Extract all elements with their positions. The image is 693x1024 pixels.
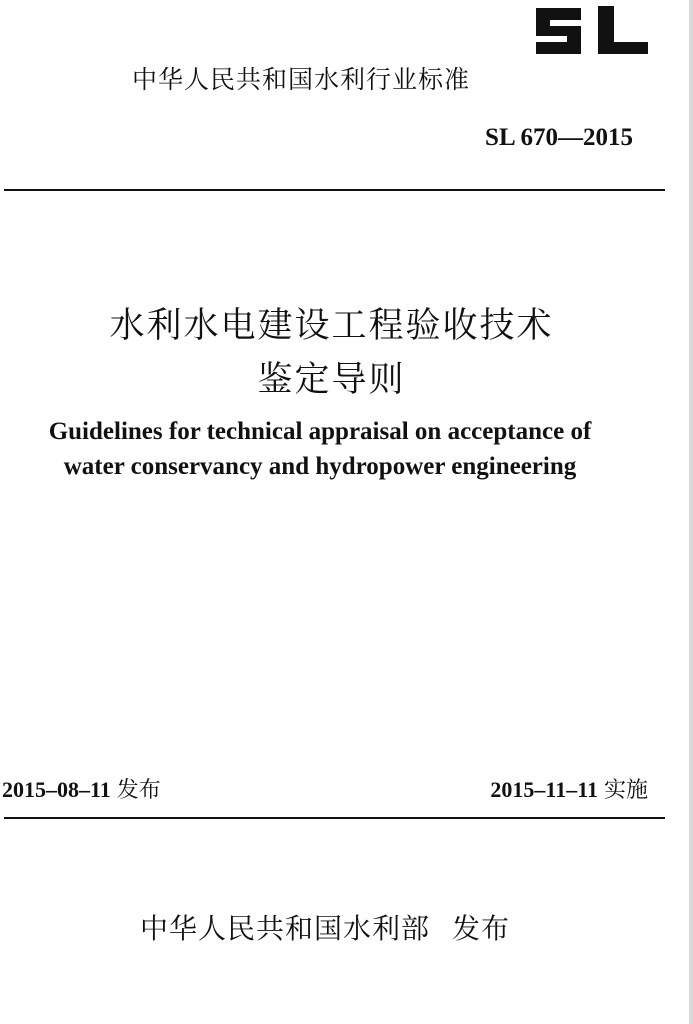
title-english-line-2: water conservancy and hydropower engineering bbox=[63, 453, 577, 480]
sl-logo-icon bbox=[532, 2, 652, 60]
implementation-label: 实施 bbox=[603, 778, 648, 803]
title-english-line-1: Guidelines for technical appraisal on acceptance of bbox=[48, 418, 592, 445]
implementation-date: 2015–11–11 bbox=[490, 777, 598, 802]
title-chinese-line-2: 鉴定导则 bbox=[257, 360, 406, 400]
issue-date: 2015–08–11 bbox=[2, 777, 111, 802]
standard-category: 中华人民共和国水利行业标准 bbox=[132, 65, 471, 94]
title-chinese-line-1: 水利水电建设工程验收技术 bbox=[109, 306, 554, 346]
standard-number: SL 670—2015 bbox=[485, 124, 633, 151]
issue-date-block bbox=[2, 773, 161, 804]
implementation-date-block bbox=[490, 773, 648, 804]
bottom-divider bbox=[4, 817, 665, 819]
publisher-name: 中华人民共和国水利部 bbox=[139, 912, 430, 945]
publisher-action: 发布 bbox=[452, 912, 511, 945]
issue-label: 发布 bbox=[116, 778, 161, 803]
page-edge-shadow bbox=[689, 0, 693, 1024]
publisher-line bbox=[0, 907, 650, 947]
top-divider bbox=[4, 189, 665, 191]
